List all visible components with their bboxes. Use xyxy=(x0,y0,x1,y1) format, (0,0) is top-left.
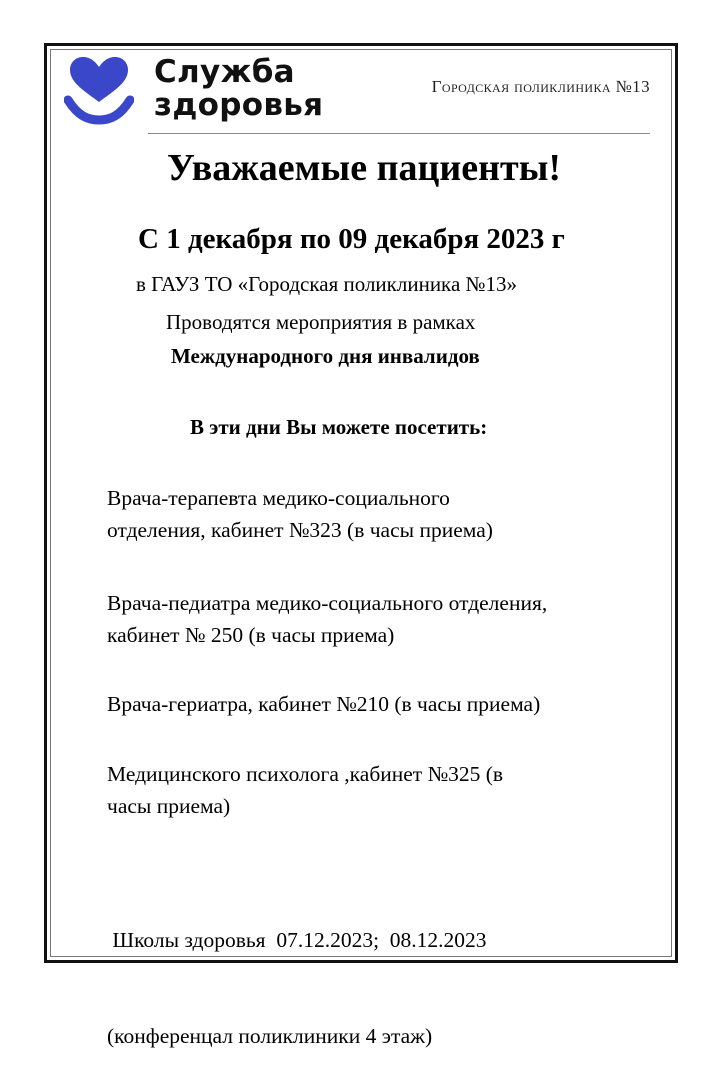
list-item-psychologist xyxy=(107,758,503,822)
organization-line: в ГАУЗ ТО «Городская поликлиника №13» xyxy=(136,272,518,296)
heart-smile-logo-icon xyxy=(64,56,134,130)
item-line: часы приема) xyxy=(107,794,231,818)
event-name: Международного дня инвалидов xyxy=(171,344,480,368)
notice-dates: С 1 декабря по 09 декабря 2023 г xyxy=(138,223,565,255)
item-line: Врача-терапевта медико-социального xyxy=(107,486,450,510)
logo-line-2: здоровья xyxy=(154,87,324,123)
item-line: кабинет № 250 (в часы приема) xyxy=(107,623,395,647)
list-item-health-schools xyxy=(107,860,487,1084)
notice-title: Уважаемые пациенты! xyxy=(166,147,562,189)
list-item-therapist xyxy=(107,482,493,546)
service-logo xyxy=(64,56,344,130)
item-line: (конференцал поликлиники 4 этаж) xyxy=(107,1024,433,1048)
item-line: Школы здоровья 07.12.2023; 08.12.2023 xyxy=(107,928,487,952)
visit-heading: В эти дни Вы можете посетить: xyxy=(190,415,488,439)
item-line: Врача-гериатра, кабинет №210 (в часы приема) xyxy=(107,692,541,716)
item-line: Медицинского психолога ,кабинет №325 (в xyxy=(107,762,504,786)
header-divider xyxy=(148,133,650,134)
item-line: отделения, кабинет №323 (в часы приема) xyxy=(107,518,493,542)
clinic-name: Городская поликлиника №13 xyxy=(431,77,650,96)
logo-line-1: Служба xyxy=(154,54,295,90)
list-item-geriatrician xyxy=(107,688,540,720)
logo-wordmark xyxy=(154,56,323,122)
list-item-pediatrician xyxy=(107,587,547,651)
event-intro: Проводятся мероприятия в рамках xyxy=(166,310,476,334)
item-line: Врача-педиатра медико-социального отделения, xyxy=(107,591,548,615)
